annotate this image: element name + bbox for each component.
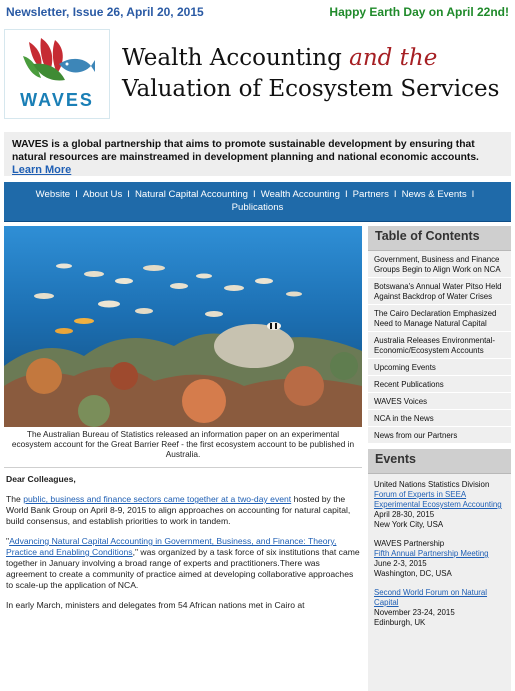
nav-separator: I	[253, 189, 256, 200]
p1-suffix: hosted by the World Bank Group on April 8-9, 2015 to align approaches on accounting for natural capital, build consensus, and establish priorities to work in tandem.	[6, 494, 351, 526]
nav-natural-capital-accounting[interactable]: Natural Capital Accounting	[134, 189, 249, 200]
toc-item-nca-align[interactable]: Government, Business and Finance Groups Begin to Align Work on NCA	[368, 251, 511, 278]
waves-logo[interactable]	[4, 29, 110, 119]
paragraph-2	[6, 536, 362, 591]
event-date: April 28-30, 2015	[374, 510, 435, 519]
nav-separator: I	[127, 189, 130, 200]
event-place: Edinburgh, UK	[374, 618, 426, 627]
toc-item-australia[interactable]: Australia Releases Environmental-Economic/Ecosystem Accounts	[368, 332, 511, 359]
reef-photo[interactable]	[4, 226, 362, 427]
event-place: Washington, DC, USA	[374, 569, 452, 578]
event-item	[374, 588, 505, 628]
nav-news-events[interactable]: News & Events	[401, 189, 467, 200]
nav-about-us[interactable]: About Us	[82, 189, 123, 200]
toc-heading: Table of Contents	[368, 226, 511, 251]
toc-item-nca-news[interactable]: NCA in the News	[368, 410, 511, 427]
nav-separator: I	[344, 189, 348, 200]
nav-separator: I	[471, 189, 475, 200]
newsletter-title	[122, 43, 499, 105]
events-heading: Events	[368, 449, 511, 474]
nav-publications[interactable]: Publications	[231, 202, 284, 213]
learn-more-link[interactable]: Learn More	[12, 164, 72, 176]
toc-item-waves-voices[interactable]: WAVES Voices	[368, 393, 511, 410]
p1-prefix: The	[6, 494, 24, 504]
title-line-1	[122, 43, 499, 74]
header	[0, 24, 515, 124]
paragraph-3: In early March, ministers and delegates from 54 African nations met in Cairo at	[6, 600, 305, 610]
earth-day-banner: Happy Earth Day on April 22nd!	[329, 5, 509, 19]
logo-wordmark: WAVES	[20, 90, 94, 110]
p2-link[interactable]: Advancing Natural Capital Accounting in Government, Business, and Finance: Theory, Practice and Enabling Conditions	[6, 536, 337, 557]
sidebar	[368, 226, 511, 691]
photo-caption: The Australian Bureau of Statistics released an information paper on an experimental ecosystem account for the Great Barrier Reef - the first ecosystem account to be published in Australia.	[11, 429, 355, 459]
title-main: Wealth Accounting	[122, 45, 342, 71]
p2-quote: "	[6, 536, 10, 546]
event-date: November 23-24, 2015	[374, 608, 455, 617]
toc-item-cairo[interactable]: The Cairo Declaration Emphasized Need to Manage Natural Capital	[368, 305, 511, 332]
intro-panel	[4, 132, 511, 176]
nav-partners[interactable]: Partners	[352, 189, 389, 200]
event-date: June 2-3, 2015	[374, 559, 427, 568]
event-place: New York City, USA	[374, 520, 444, 529]
event-link[interactable]: Forum of Experts in SEEA Experimental Ecosystem Accounting	[374, 490, 502, 509]
leaf-fish-logo-icon	[19, 34, 95, 88]
toc-item-upcoming-events[interactable]: Upcoming Events	[368, 359, 511, 376]
event-item	[374, 480, 505, 530]
article-body	[4, 474, 362, 611]
paragraph-1	[6, 494, 362, 527]
main-column	[4, 226, 362, 691]
toc-item-botswana[interactable]: Botswana's Annual Water Pitso Held Against Backdrop of Water Crises	[368, 278, 511, 305]
title-line-2: Valuation of Ecosystem Services	[122, 76, 500, 102]
p2-suffix: ," was organized by a task force of six institutions that came together in January involving a broad range of experts and practitioners.There was agreement to create a community of practice aimed at developing collaborative approaches to scale-up the application of NCA.	[6, 547, 360, 590]
event-link[interactable]: Second World Forum on Natural Capital	[374, 588, 488, 607]
event-org: WAVES Partnership	[374, 539, 445, 548]
divider	[4, 467, 362, 468]
top-bar	[0, 0, 515, 24]
intro-text: WAVES is a global partnership that aims to promote sustainable development by ensuring that natural resources are mainstreamed in development planning and national economic accounts.	[12, 139, 479, 163]
main-nav	[4, 182, 511, 222]
title-accent: and the	[349, 45, 438, 71]
p1-link[interactable]: public, business and finance sectors came together at a two-day event	[23, 494, 292, 504]
content-area	[4, 226, 511, 691]
event-org: United Nations Statistics Division	[374, 480, 490, 489]
nav-separator: I	[393, 189, 397, 200]
toc-item-partners-news[interactable]: News from our Partners	[368, 427, 511, 444]
event-item	[374, 539, 505, 579]
event-link[interactable]: Fifth Annual Partnership Meeting	[374, 549, 489, 558]
nav-website[interactable]: Website	[35, 189, 71, 200]
greeting: Dear Colleagues,	[6, 474, 76, 484]
nav-wealth-accounting[interactable]: Wealth Accounting	[260, 189, 340, 200]
toc-list	[368, 251, 511, 444]
toc-item-recent-publications[interactable]: Recent Publications	[368, 376, 511, 393]
events-list	[368, 474, 511, 691]
issue-label: Newsletter, Issue 26, April 20, 2015	[6, 5, 204, 19]
nav-separator: I	[75, 189, 78, 200]
